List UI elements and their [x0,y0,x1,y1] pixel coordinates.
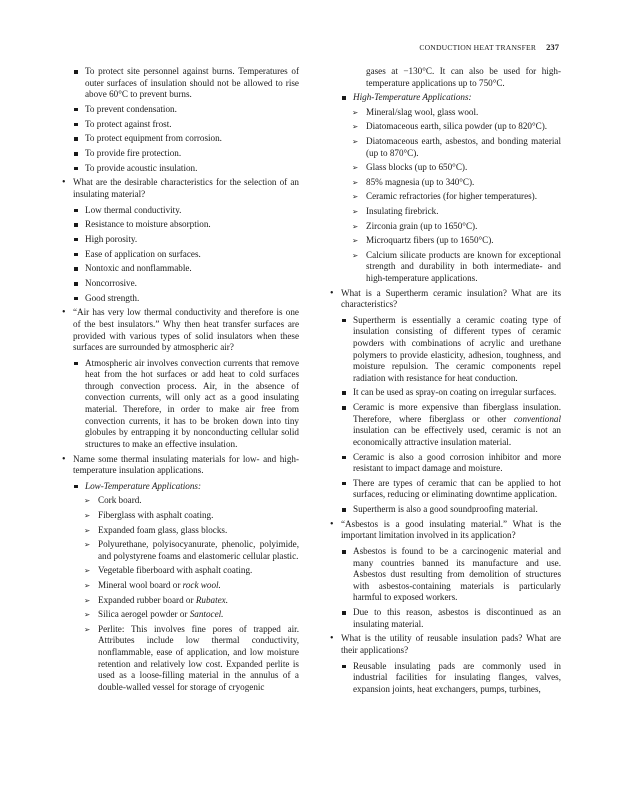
list-item: To protect site personnel against burns. Temperatures of outer surfaces of insulation should not be allowed to rise above 60°C to prevent burns. [62,66,299,101]
material-item: ➢ Vegetable fiberboard with asphalt coating. [62,565,299,577]
material-item: ➢ Cork board. [62,495,299,507]
answer-item: Atmospheric air involves convection currents that remove heat from the hot surfaces or add heat to cold surfaces through convection process. Air, in the absence of convection currents, will only act as a good insulating material. Therefore, in order to make air free from convection currents, it has to be broken down into tiny globules by entrapping it by nonconducting cellular solid structures to make an effective insulation. [62,358,299,451]
list-item: Resistance to moisture absorption. [62,219,299,231]
material-item: ➢ Diatomaceous earth, asbestos, and bonding material (up to 870°C). [330,136,561,159]
question: • Name some thermal insulating materials for low- and high-temperature insulation applications. [62,454,299,477]
list-item: Good strength. [62,293,299,305]
list-item: To prevent condensation. [62,104,299,116]
question: • “Air has very low thermal conductivity and therefore is one of the best insulators.” Why then heat transfer surfaces are provided with various types of solid insulators when these surfaces are surrounded by atmospheric air? [62,307,299,353]
material-item: ➢ Expanded rubber board or Rubatex. [62,595,299,607]
answer-item: Due to this reason, asbestos is discontinued as an insulating material. [330,607,561,630]
material-item: ➢ Perlite: This involves fine pores of trapped air. Attributes include low thermal conductivity, nonflammable, ease of application, and low moisture retention and relatively low cost. Expanded perlite is used as a loose-filling material in the annulus of a double-walled vessel for storage of cryogenic [62,624,299,694]
question: • “Asbestos is a good insulating material.” What is the important limitation involved in its application? [330,519,561,542]
subheading-high-temperature: High-Temperature Applications: [330,92,561,104]
answer-item: Ceramic is more expensive than fiberglass insulation. Therefore, where fiberglass or other conventional insulation can be effectively used, ceramic is not an economically attractive insulation material. [330,402,561,448]
material-item: ➢ Ceramic refractories (for higher temperatures). [330,191,561,203]
answer-item: There are types of ceramic that can be applied to hot surfaces, reducing or eliminating downtime application. [330,478,561,501]
material-item: ➢ Zirconia grain (up to 1650°C). [330,221,561,233]
list-item: High porosity. [62,234,299,246]
question: • What is the utility of reusable insulation pads? What are their applications? [330,633,561,656]
answer-item: It can be used as spray-on coating on irregular surfaces. [330,387,561,399]
question: • What are the desirable characteristics for the selection of an insulating material? [62,177,299,200]
material-item: ➢ Silica aerogel powder or Santocel. [62,609,299,621]
material-item: ➢ Expanded foam glass, glass blocks. [62,525,299,537]
material-item: ➢ Mineral wool board or rock wool. [62,580,299,592]
answer-item: Asbestos is found to be a carcinogenic material and many countries banned its manufacture and use. Asbestos dust resulting from demolition of structures with asbestos-containing materials is particularly harmful to exposed workers. [330,546,561,604]
left-column [62,66,299,696]
running-title: CONDUCTION HEAT TRANSFER [419,43,537,52]
material-item: ➢ Fiberglass with asphalt coating. [62,510,299,522]
material-item: ➢ Calcium silicate products are known for exceptional strength and durability in both intermediate- and high-temperature applications. [330,250,561,285]
answer-item: Supertherm is essentially a ceramic coating type of insulation consisting of different types of ceramic powders with combinations of acrylic and urethane polymers to provide elasticity, adhesion, toughness, and moisture repulsion. The ceramic components repel radiation with resistance for heat conduction. [330,315,561,385]
material-item: ➢ Microquartz fibers (up to 1650°C). [330,235,561,247]
list-item: Noncorrosive. [62,278,299,290]
answer-item: Reusable insulating pads are commonly used in industrial facilities for insulating flanges, valves, expansion joints, heat exchangers, pumps, turbines, [330,661,561,696]
subheading-low-temperature: Low-Temperature Applications: [62,481,299,493]
list-item: Ease of application on surfaces. [62,249,299,261]
list-item: Nontoxic and nonflammable. [62,263,299,275]
material-item: ➢ Mineral/slag wool, glass wool. [330,107,561,119]
page-header [419,42,559,52]
material-item: ➢ Polyurethane, polyisocyanurate, phenolic, polyimide, and polystyrene foams and elastomeric cellular plastic. [62,539,299,562]
continued-text: gases at −130°C. It can also be used for high-temperature applications up to 750°C. [366,66,561,88]
material-item: ➢ Insulating firebrick. [330,206,561,218]
material-item: ➢ Diatomaceous earth, silica powder (up to 820°C). [330,121,561,133]
list-item: To provide acoustic insulation. [62,163,299,175]
list-item: Low thermal conductivity. [62,205,299,217]
material-item: ➢ 85% magnesia (up to 340°C). [330,177,561,189]
right-column [330,66,561,698]
list-item: To protect equipment from corrosion. [62,133,299,145]
question: • What is a Supertherm ceramic insulation? What are its characteristics? [330,288,561,311]
list-item: To provide fire protection. [62,148,299,160]
list-item: To protect against frost. [62,119,299,131]
page-number: 237 [546,42,559,52]
material-item: ➢ Glass blocks (up to 650°C). [330,162,561,174]
answer-item: Supertherm is also a good soundproofing material. [330,504,561,516]
answer-item: Ceramic is also a good corrosion inhibitor and more resistant to impact damage and moisture. [330,452,561,475]
